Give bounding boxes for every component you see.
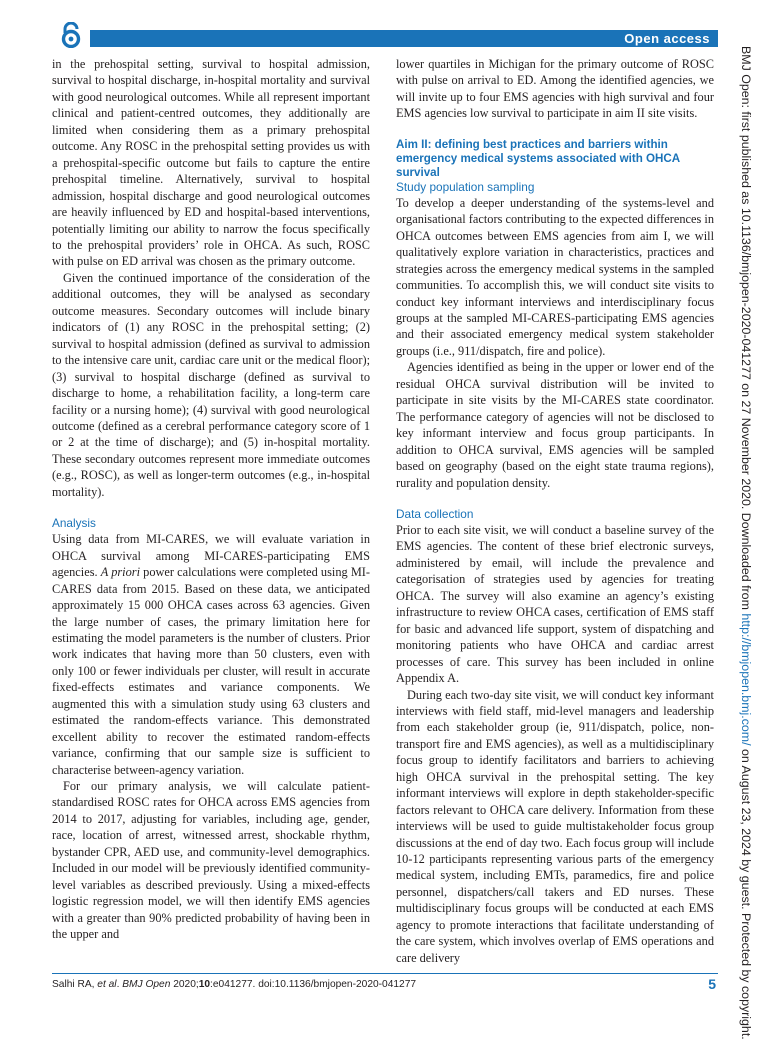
footer-divider [52,973,718,974]
subheading-study-population-sampling: Study population sampling [396,179,535,194]
right-column [396,56,714,966]
open-access-lock-icon [60,22,82,48]
citation-footer: Salhi RA, et al. BMJ Open 2020;10:e041277. doi:10.1136/bmjopen-2020-041277 [52,979,417,990]
paragraph: During each two-day site visit, we will conduct key informant interviews with field staff, mid-level managers and leadership from each stakeholder group (ie, 911/dispatch, police, non-transport fire and EMS agencies), as well as a multidisciplinary focus group to identify facilitators and barriers to achieving high OHCA survival in the prehospital setting. The key informant interviews will explore in depth stakeholder-specific factors relevant to OHCA care delivery. Information from these interviews will be used to guide multistakeholder focus group discussions at the end of day two. Each focus group will include 10-12 participants representing various parts of the emergency medical system, including EMTs, paramedics, fire and police personnel, dispatchers/call takers and ED nurses. These multidisciplinary focus groups will be conducted at each EMS agency to promote interactions that facilitate understanding of the care system, which involves overlap of EMS operations and care delivery [396,687,714,965]
subheading-data-collection: Data collection [396,506,474,521]
section-heading-analysis: Analysis [52,516,96,531]
paragraph: Given the continued importance of the consideration of the additional outcomes, they will be analysed as secondary outcome measures. Secondary outcomes will include binary indicators of (1) any ROSC in the prehospital setting; (2) survival to hospital admission (defined as survival to admission to the intensive care unit, cardiac care unit or the medical floor); (3) survival to hospital discharge (defined as survival to discharge to home, a rehabilitation facility, a long-term care facility or a nursing home); (4) survival with good neurological outcome (defined as a cerebral performance category score of 1 or 2 at the time of discharge); and (5) in-hospital mortality. These secondary outcomes represent more immediate outcomes (e.g., ROSC), as well as longer-term outcomes (e.g., in-hospital mortality). [52,270,370,499]
copyright-side-note: BMJ Open: first published as 10.1136/bmjopen-2020-041277 on 27 November 2020. Downloaded from http://bmjopen.bmj.com/ on August 23, 2024 by guest. Protected by copyright. [739,46,753,1040]
section-heading-aim-ii: Aim II: defining best practices and barriers within emergency medical systems associated with OHCA survival [396,137,680,179]
left-column [52,56,370,943]
paragraph: Prior to each site visit, we will conduct a baseline survey of the EMS agencies. The content of these brief electronic surveys, administered by email, will include the prevalence and categorisation of strategies used by agencies for treating OHCA. The survey will also examine an agency’s existing infrastructure to review OHCA cases, certification of EMS staff for basic and advanced life support, system of dispatching and monitoring patients who have OHCA and cardiac arrest processes of care. This survey has been included in online Appendix A. [396,522,714,686]
paragraph: lower quartiles in Michigan for the primary outcome of ROSC with pulse on arrival to ED. Among the identified agencies, we will invite up to four EMS agencies with high survival and four EMS agencies low survival to participate in aim II site visits. [396,57,714,121]
bmjopen-link[interactable]: http://bmjopen.bmj.com/ [739,613,753,746]
paragraph: in the prehospital setting, survival to hospital admission, survival to hospital discharge, in-hospital mortality and survival with good neurological outcomes. While all represent important clinical and patient-centred outcomes, they additionally are limited when considering them as a primary prehospital outcome. Any ROSC in the prehospital setting provides us with a prehospital-specific outcome but fails to capture the entire prehospital timeline. Alternatively, survival to hospital admission, hospital discharge and good neurological outcomes are heavily influenced by ED and hospital-based interventions, potentially limiting our ability to narrow the focus specifically to the prehospital providers’ role in OHCA. As such, ROSC with pulse on ED arrival was chosen as the primary outcome. [52,57,370,269]
open-access-banner [90,30,718,47]
paragraph: Agencies identified as being in the upper or lower end of the residual OHCA survival distribution will be invited to participate in site visits by the MI-CARES state coordinator. The performance category of agencies will not be disclosed to key informant interview and focus group participants. In addition to OHCA survival, EMS agencies will be sampled based on geography (based on the eight state trauma regions), rurality and population density. [396,360,714,490]
paragraph: For our primary analysis, we will calculate patient-standardised ROSC rates for OHCA across EMS agencies from 2014 to 2017, adjusting for variables, including age, gender, race, location of arrest, witnessed arrest, shockable rhythm, bystander CPR, AED use, and community-level demographics. Included in our model will be previously identified community-level variables as described previously. Using a mixed-effects logistic regression model, we will then identify EMS agencies with a greater than 90% predicted probability of having been in the upper and [52,779,370,942]
paragraph: To develop a deeper understanding of the systems-level and organisational factors contributing to the expected differences in OHCA outcomes between EMS agencies from aim I, we will qualitatively explore variation in characteristics, practices and strategies across the emergency medical systems in the sampled communities. To accomplish this, we will conduct site visits to conduct key informant interviews and interdisciplinary focus groups at the sampled MI-CARES-participating EMS agencies and their associated emergency medical system stakeholder groups (i.e., 911/dispatch, fire and police). [396,195,714,358]
paragraph: Using data from MI-CARES, we will evaluate variation in OHCA survival among MI-CARES-participating EMS agencies. A priori power calculations were completed using MI-CARES data from 2015. Based on these data, we anticipated approximately 15 000 OHCA cases across 63 agencies. Given the large number of cases, the primary limitation here for estimating the model parameters is the number of clusters. Prior work indicates that having more than 50 clusters, even with only 100 or fewer individuals per cluster, will result in accurate fixed-effects estimates and variance components. We augmented this with a simulation study using 63 clusters and estimated the random-effects variance. This demonstrated excellent ability to recover the estimated random-effects variance, confirming that our sample size is sufficient to characterise between-agency variation. [52,532,371,777]
page-number: 5 [708,976,716,992]
open-access-label: Open access [624,31,710,46]
